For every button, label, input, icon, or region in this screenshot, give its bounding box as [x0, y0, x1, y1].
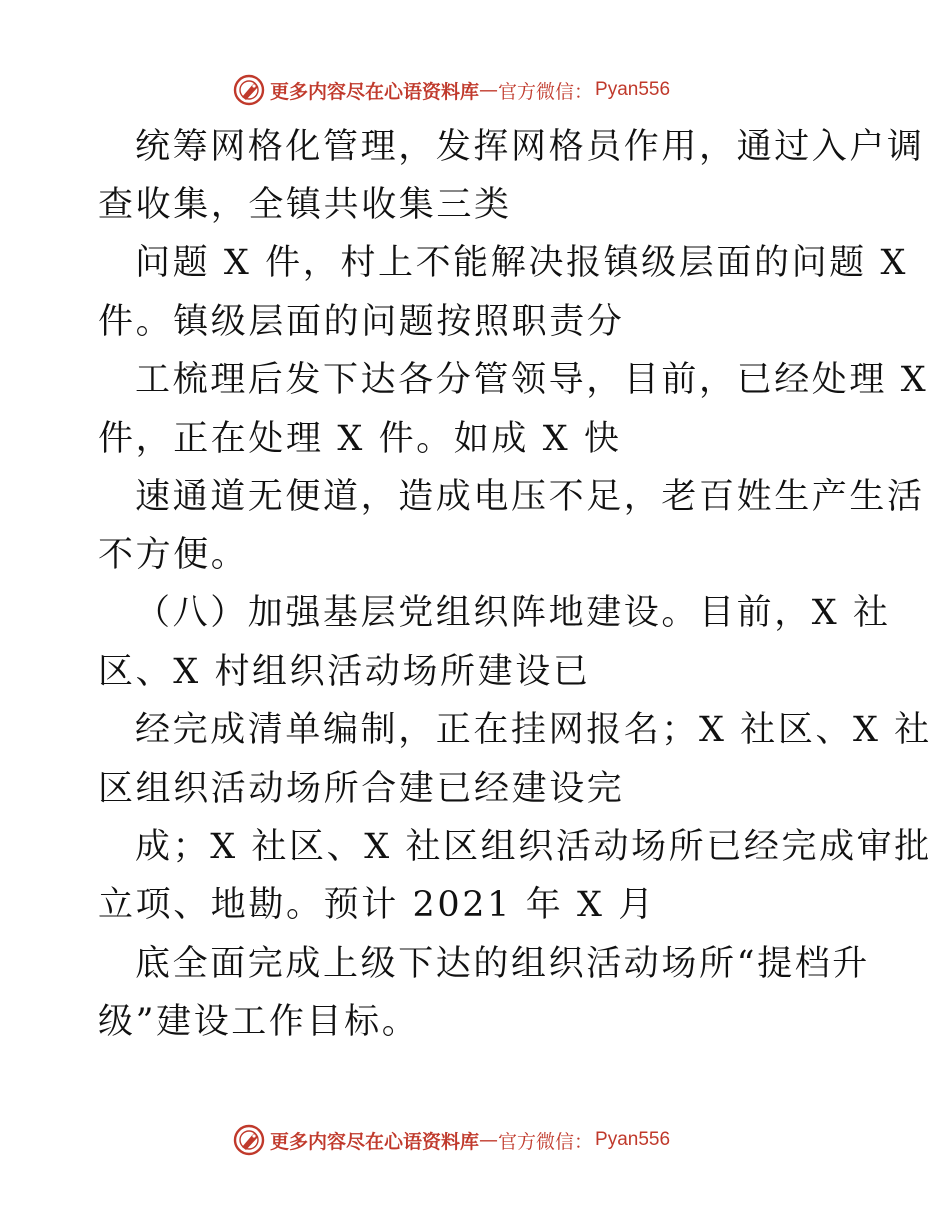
paragraph-line: 速通道无便道，造成电压不足，老百姓生产生活	[135, 477, 925, 517]
section-heading-line: （八）加强基层党组织阵地建设。目前，X 社	[135, 593, 891, 633]
watermark-text: 更多内容尽在心语资料库	[270, 1130, 480, 1153]
watermark-wechat-label: 官方微信：	[498, 1130, 594, 1153]
paragraph-line: 底全面完成上级下达的组织活动场所“提档升	[135, 944, 870, 984]
paragraph-line: 经完成清单编制，正在挂网报名；X 社区、X 社	[135, 710, 932, 750]
paragraph-line: 不方便。	[98, 535, 249, 575]
paragraph-line: 查收集，全镇共收集三类	[98, 185, 512, 225]
pen-nib-logo-icon	[232, 1123, 266, 1157]
pen-nib-logo-icon	[232, 73, 266, 107]
watermark-dash: —	[479, 79, 499, 101]
paragraph-line: 件，正在处理 X 件。如成 X 快	[98, 419, 622, 459]
footer-watermark	[232, 1122, 670, 1158]
paragraph-line: 统筹网格化管理，发挥网格员作用，通过入户调	[135, 127, 925, 167]
watermark-wechat-label: 官方微信：	[498, 80, 594, 103]
watermark-wechat-id: Pyan556	[595, 79, 671, 100]
watermark-text: 更多内容尽在心语资料库	[270, 80, 480, 103]
paragraph-line: 工梳理后发下达各分管领导，目前，已经处理 X	[135, 360, 929, 400]
paragraph-line: 成；X 社区、X 社区组织活动场所已经完成审批	[135, 827, 932, 867]
paragraph-line: 区、X 村组织活动场所建设已	[98, 652, 591, 692]
watermark-dash: —	[479, 1129, 499, 1151]
paragraph-line: 级”建设工作目标。	[98, 1002, 420, 1042]
watermark-wechat-id: Pyan556	[595, 1129, 671, 1150]
paragraph-line: 件。镇级层面的问题按照职责分	[98, 302, 625, 342]
paragraph-line: 区组织活动场所合建已经建设完	[98, 769, 625, 809]
paragraph-line: 立项、地勘。预计 2021 年 X 月	[98, 885, 656, 925]
paragraph-line: 问题 X 件，村上不能解决报镇级层面的问题 X	[135, 243, 909, 283]
header-watermark	[232, 72, 670, 108]
